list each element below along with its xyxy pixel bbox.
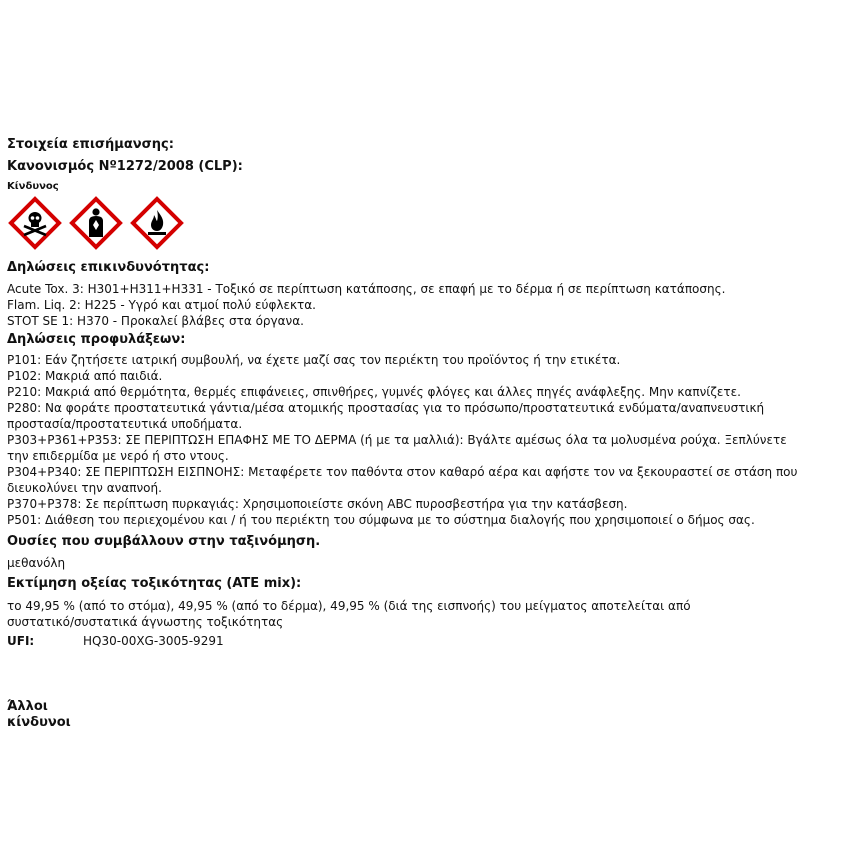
- skull-crossbones-icon: [9, 197, 61, 249]
- cutoff-heading: [7, 699, 77, 730]
- precaution-line: P210: Μακριά από θερμότητα, θερμές επιφάνειες, σπινθήρες, γυμνές φλόγες και άλλες πηγές ανάφλεξης. Μην καπνίζετε.: [7, 385, 741, 399]
- precaution-line: διευκολύνει την αναπνοή.: [7, 481, 162, 495]
- hazard-line: Acute Tox. 3: H301+H311+H331 - Τοξικό σε περίπτωση κατάποσης, σε επαφή με το δέρμα ή σε περίπτωση κατάποσης.: [7, 282, 726, 296]
- ufi-value: HQ30-00XG-3005-9291: [83, 634, 224, 648]
- hazard-line: Flam. Liq. 2: H225 - Υγρό και ατμοί πολύ εύφλεκτα.: [7, 298, 316, 312]
- label-elements-section: [7, 137, 843, 649]
- acute-toxicity-text: [7, 598, 843, 630]
- labelling-title: Στοιχεία επισήμανσης:: [7, 137, 174, 152]
- precaution-line: προστασία/προστατευτικά υποδήματα.: [7, 417, 243, 431]
- cutoff-heading-text: Άλλοι κίνδυνοι: [7, 699, 71, 730]
- precaution-line: P303+P361+P353: ΣΕ ΠΕΡΙΠΤΩΣΗ ΕΠΑΦΗΣ ΜΕ ΤΟ ΔΕΡΜΑ (ή με τα μαλλιά): Βγάλτε αμέσως όλα τα μολυσμένα ρούχα. Ξεπλύνετε: [7, 433, 787, 447]
- precautionary-statements-heading: Δηλώσεις προφυλάξεων:: [7, 332, 186, 347]
- precaution-line: P304+P340: ΣΕ ΠΕΡΙΠΤΩΣΗ ΕΙΣΠΝΟΗΣ: Μεταφέρετε τον παθόντα στον καθαρό αέρα και αφήστε τον να ξεκουραστεί σε στάση που: [7, 465, 798, 479]
- acute-toxicity-line: το 49,95 % (από το στόμα), 49,95 % (από το δέρμα), 49,95 % (διά της εισπνοής) του μείγματος αποτελείται από: [7, 599, 691, 613]
- precaution-line: P501: Διάθεση του περιεχομένου και / ή του περιέκτη του σύμφωνα με το σύστημα διαλογής που χρησιμοποιεί ο δήμος σας.: [7, 513, 755, 527]
- acute-toxicity-line: συστατικό/συστατικά άγνωστης τοξικότητας: [7, 615, 284, 629]
- precaution-line: P370+P378: Σε περίπτωση πυρκαγιάς: Χρησιμοποιείστε σκόνη ABC πυροσβεστήρα για την κατάσβεση.: [7, 497, 628, 511]
- precaution-line: P102: Μακριά από παιδιά.: [7, 369, 163, 383]
- classification-substances-value: μεθανόλη: [7, 556, 66, 570]
- hazard-statements-heading: Δηλώσεις επικινδυνότητας:: [7, 260, 210, 275]
- ufi-row: [7, 633, 843, 649]
- flame-icon: [131, 197, 183, 249]
- signal-word: Κίνδυνος: [7, 181, 59, 192]
- hazard-statements-list: [7, 281, 843, 329]
- precaution-line: P280: Να φοράτε προστατευτικά γάντια/μέσα ατομικής προστασίας για το πρόσωπο/προστατευτικά ενδύματα/αναπνευστική: [7, 401, 765, 415]
- precautionary-statements-list: [7, 352, 843, 528]
- classification-substances-heading: Ουσίες που συμβάλλουν στην ταξινόμηση.: [7, 534, 321, 549]
- ufi-label: UFI:: [7, 634, 35, 648]
- precaution-line: την επιδερμίδα με νερό ή στο ντους.: [7, 449, 229, 463]
- acute-toxicity-heading: Εκτίμηση οξείας τοξικότητας (ATE mix):: [7, 576, 302, 591]
- regulation-title: Κανονισμός Nº1272/2008 (CLP):: [7, 159, 243, 174]
- precaution-line: P101: Εάν ζητήσετε ιατρική συμβουλή, να έχετε μαζί σας τον περιέκτη του προϊόντος ή την ετικέτα.: [7, 353, 621, 367]
- hazard-pictograms: [9, 197, 843, 249]
- hazard-line: STOT SE 1: H370 - Προκαλεί βλάβες στα όργανα.: [7, 314, 304, 328]
- health-hazard-icon: [70, 197, 122, 249]
